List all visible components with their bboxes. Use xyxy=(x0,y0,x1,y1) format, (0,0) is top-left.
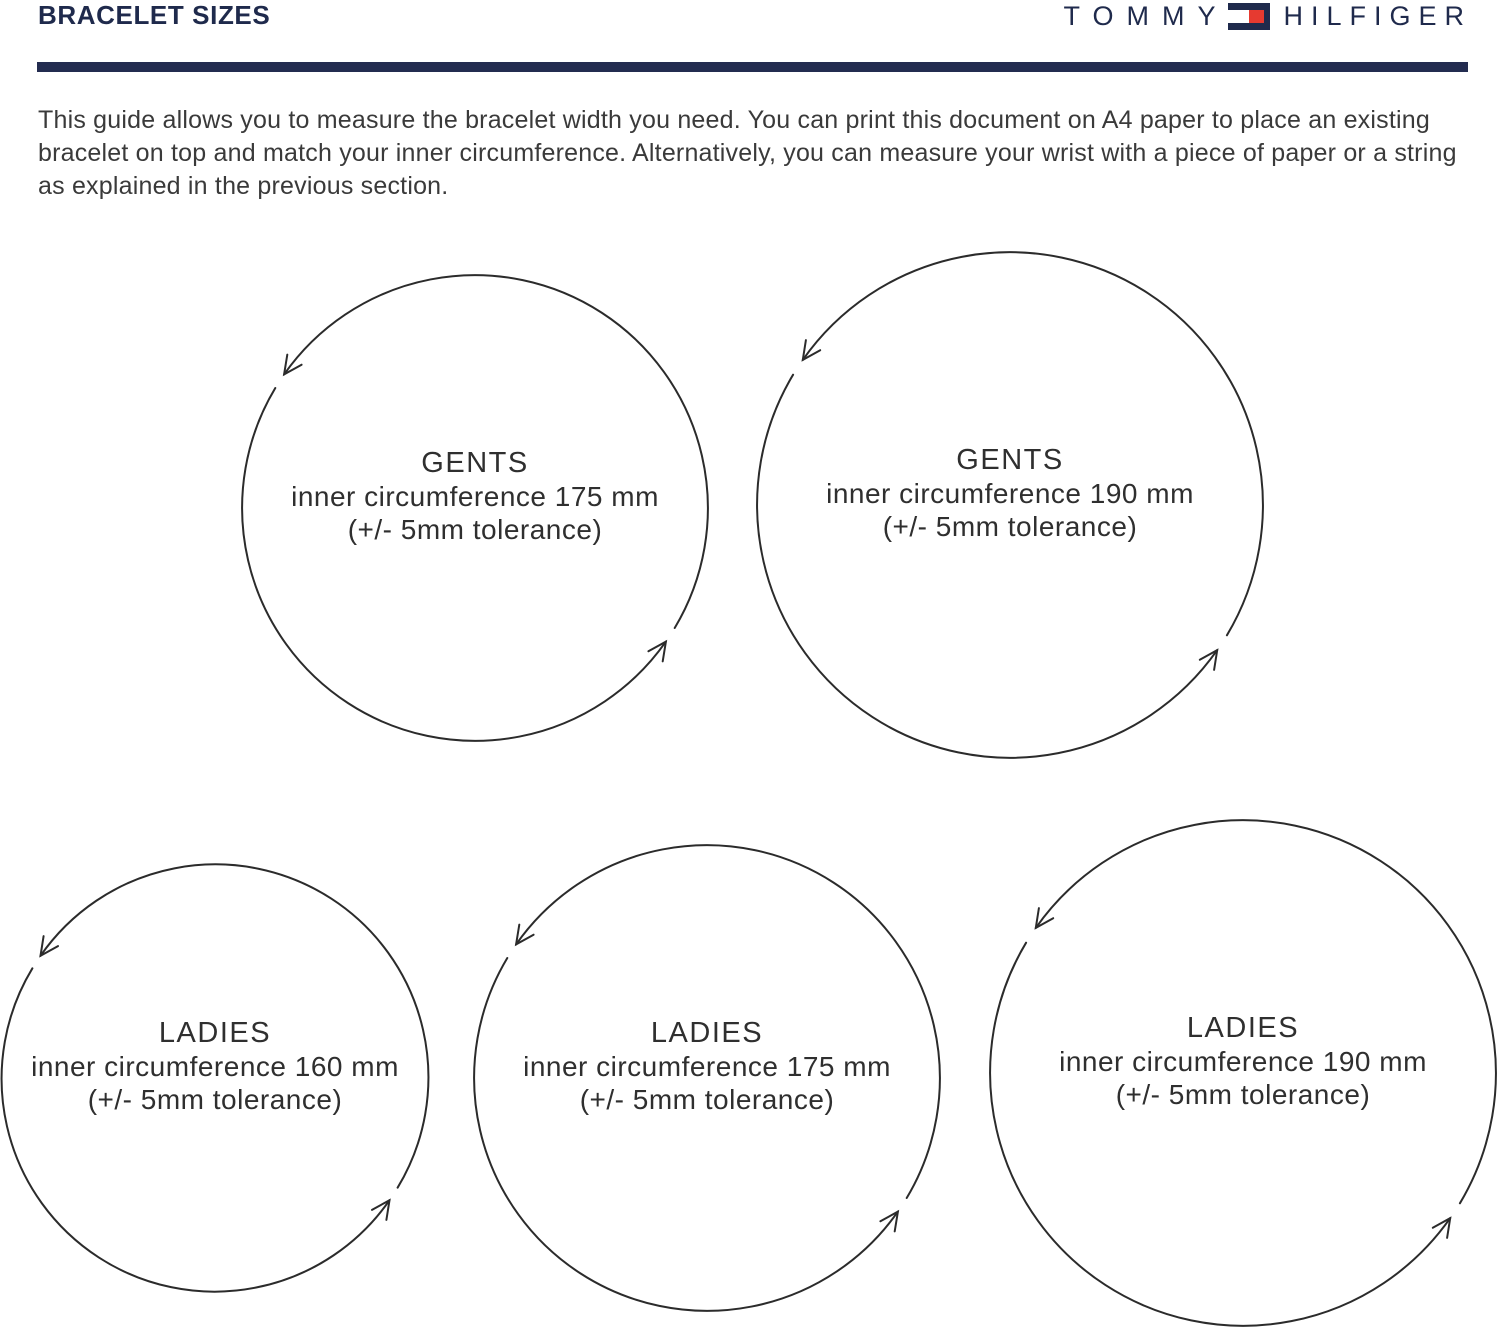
logo-word-hilfiger: HILFIGER xyxy=(1283,1,1472,31)
size-label-ladies-175 xyxy=(523,1016,891,1116)
size-label-ladies-160 xyxy=(31,1016,399,1116)
size-tolerance: (+/- 5mm tolerance) xyxy=(87,1084,343,1115)
size-circumference: inner circumference 160 mm xyxy=(31,1051,399,1082)
page-title: BRACELET SIZES xyxy=(38,0,271,30)
size-circumference: inner circumference 175 mm xyxy=(523,1051,891,1082)
size-circumference: inner circumference 190 mm xyxy=(826,478,1194,509)
size-label-gents-190 xyxy=(826,443,1194,543)
size-label-gents-175 xyxy=(291,446,659,546)
size-tolerance: (+/- 5mm tolerance) xyxy=(882,511,1138,542)
size-category: LADIES xyxy=(1186,1012,1300,1044)
circle-arc xyxy=(757,375,1217,758)
size-category: GENTS xyxy=(956,444,1064,476)
intro-paragraph: This guide allows you to measure the bracelet width you need. You can print this document on A4 paper to place an existing bracelet on top and match your inner circumference. Alternatively, you can measure your wrist with a piece of paper or a string as explained in the previous section. xyxy=(38,106,1457,200)
size-category: LADIES xyxy=(650,1017,764,1049)
size-circumference: inner circumference 175 mm xyxy=(291,481,659,512)
circle-arc xyxy=(474,958,898,1311)
size-tolerance: (+/- 5mm tolerance) xyxy=(579,1084,835,1115)
logo-word-tommy: TOMMY xyxy=(1063,1,1229,31)
size-category: LADIES xyxy=(158,1017,272,1049)
size-tolerance: (+/- 5mm tolerance) xyxy=(347,514,603,545)
size-circumference: inner circumference 190 mm xyxy=(1059,1046,1427,1077)
size-tolerance: (+/- 5mm tolerance) xyxy=(1115,1079,1371,1110)
circle-arc xyxy=(242,388,666,741)
circle-arc xyxy=(990,943,1450,1326)
size-category: GENTS xyxy=(421,447,529,479)
size-label-ladies-190 xyxy=(1059,1011,1427,1111)
